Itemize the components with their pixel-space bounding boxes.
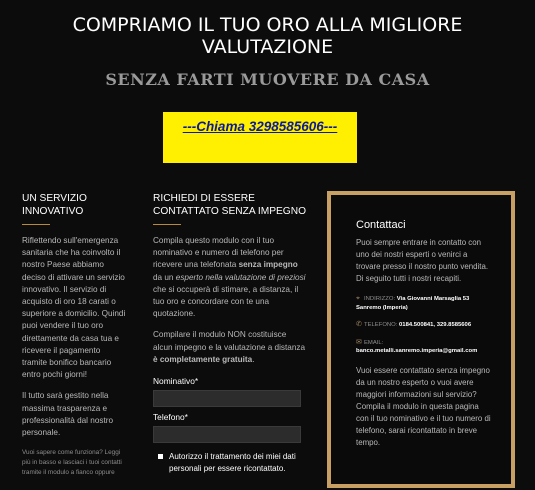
consent-row <box>153 451 308 475</box>
name-input[interactable] <box>153 390 301 407</box>
consent-checkbox[interactable] <box>158 454 163 459</box>
page-title: COMPRIAMO IL TUO ORO ALLA MIGLIORE VALUTAZIONE <box>72 14 463 58</box>
email-icon: ✉ <box>356 338 362 346</box>
text-fragment: Compilare il modulo NON costituisce alcun impegno e la valutazione a distanza <box>153 330 306 352</box>
page-subtitle: SENZA FARTI MUOVERE DA CASA <box>105 70 430 89</box>
service-paragraph-2: Il tutto sarà gestito nella massima trasparenza e professionalità dal nostro personale. <box>22 391 114 438</box>
call-link[interactable]: ---Chiama 3298585606--- <box>182 119 338 134</box>
phone-row <box>356 321 496 330</box>
email-label: EMAIL: <box>364 339 384 346</box>
phone-value[interactable]: 0184.500841, 329.8585606 <box>399 322 472 328</box>
text-bold: senza impegno <box>238 260 298 270</box>
text-fragment: Compila questo modulo con il tuo nominativo e numero di telefono per ricevere una telefonata <box>153 236 284 270</box>
phone-icon: ✆ <box>356 321 362 328</box>
text-fragment: che si occuperà di stimare, a distanza, il tuo oro e concordare con te una quotazione. <box>153 284 299 319</box>
name-label: Nominativo* <box>153 376 199 387</box>
phone-label: Telefono* <box>153 412 188 423</box>
address-label: INDIRIZZO: <box>364 296 396 302</box>
service-paragraph-1: Riflettendo sull'emergenza sanitaria che ha coinvolto il nostro Paese abbiamo deciso di attivare un servizio innovativo. Il servizio di acquisto di oro 18 carati o superiore a domicilio. Quindi puoi vendere il tuo oro direttamente da casa tua e ricevere il pagamento tramite bonifico bancario entro pochi giorni! <box>22 236 126 380</box>
email-value[interactable]: banco.metalli.sanremo.imperia@gmail.com <box>356 348 478 354</box>
text-fragment: da un <box>153 272 176 282</box>
text-fragment: . <box>252 354 255 364</box>
request-heading: RICHIEDI DI ESSERE CONTATTATO SENZA IMPEGNO <box>153 193 307 217</box>
phone-input[interactable] <box>153 426 301 443</box>
contact-outro: Vuoi essere contattato senza impegno da un nostro esperto o vuoi avere maggiori informazioni sul servizio? Compila il modulo in questa pagina con il tuo nominativo e il tuo numero di telefono, sarai ricontattato in breve tempo. <box>356 365 491 447</box>
heading-divider <box>22 224 50 225</box>
text-italic: esperto nella valutazione di preziosi <box>175 272 306 282</box>
request-column <box>153 193 308 475</box>
text-bold: è completamente gratuita <box>153 354 253 364</box>
call-banner[interactable] <box>163 112 357 163</box>
request-paragraph-1 <box>153 235 308 320</box>
address-value: Via Giovanni Marsaglia 53 Sanremo (Imperia) <box>356 296 470 311</box>
consent-label: Autorizzo il trattamento dei miei dati personali per essere ricontattato. <box>169 452 296 474</box>
contact-heading: Contattaci <box>356 219 406 231</box>
service-paragraph-3: Vuoi sapere come funziona? Leggi più in basso e lasciaci i tuoi contatti tramite il modulo a fianco oppure <box>22 449 122 477</box>
email-row <box>356 339 496 356</box>
request-paragraph-2 <box>153 329 308 366</box>
location-icon: ⌖ <box>356 295 360 302</box>
service-column <box>22 193 127 487</box>
address-row <box>356 295 496 312</box>
contact-box <box>327 191 515 488</box>
phone-label-text: TELEFONO: <box>364 322 398 328</box>
heading-divider <box>153 224 181 225</box>
contact-intro: Puoi sempre entrare in contatto con uno dei nostri esperti o venirci a trovare presso il nostro punto vendita. Di seguito tutti i nostri recapiti. <box>356 238 489 283</box>
service-heading: UN SERVIZIO INNOVATIVO <box>22 193 87 217</box>
